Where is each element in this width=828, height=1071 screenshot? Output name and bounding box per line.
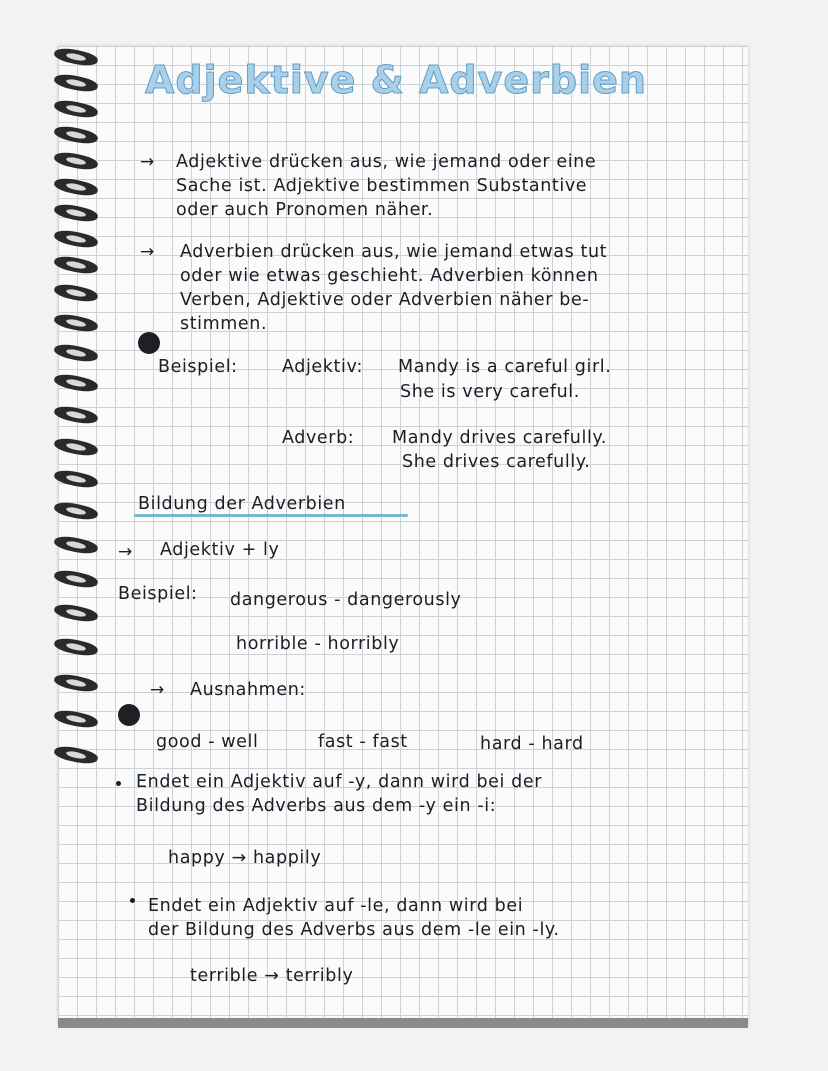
page-edge <box>58 1018 748 1028</box>
bullet-dot-icon <box>118 704 140 726</box>
spiral-ring <box>53 228 99 251</box>
spiral-ring <box>53 534 99 557</box>
spiral-ring <box>53 176 99 199</box>
y-rule-example: happy → happily <box>168 848 322 868</box>
text-line: Endet ein Adjektiv auf -y, dann wird bei der <box>136 772 543 792</box>
arrow-icon: → <box>118 542 133 562</box>
spiral-ring <box>53 202 99 225</box>
text-line: Bildung des Adverbs aus dem -y ein -i: <box>136 796 497 816</box>
spiral-ring <box>53 312 99 335</box>
spiral-ring <box>53 744 99 767</box>
text-line: Sache ist. Adjektive bestimmen Substantive <box>176 176 588 196</box>
text-line: der Bildung des Adverbs aus dem -le ein -ly. <box>148 920 560 940</box>
text-line: Endet ein Adjektiv auf -le, dann wird bei <box>148 896 524 916</box>
spiral-ring <box>53 708 99 731</box>
formation-pair: dangerous - dangerously <box>230 590 462 610</box>
text-line: oder auch Pronomen näher. <box>176 200 434 220</box>
spiral-ring <box>53 636 99 659</box>
spiral-ring <box>53 372 99 395</box>
spiral-ring <box>53 98 99 121</box>
spiral-ring <box>53 282 99 305</box>
adverbs-definition <box>180 240 607 336</box>
spiral-ring <box>53 500 99 523</box>
heading-highlight <box>134 514 408 517</box>
text-line: Verben, Adjektive oder Adverbien näher be- <box>180 290 590 310</box>
adjectives-definition <box>176 150 596 222</box>
text-line: Adverbien drücken aus, wie jemand etwas tut <box>180 242 608 262</box>
bullet-icon <box>130 898 135 903</box>
arrow-icon: → <box>140 152 155 172</box>
adverb-example-line: She drives carefully. <box>402 452 591 472</box>
formation-pair: horrible - horribly <box>236 634 400 654</box>
spiral-ring <box>53 124 99 147</box>
y-rule <box>136 770 542 818</box>
adverb-example-line: Mandy drives carefully. <box>392 428 608 448</box>
text-line: stimmen. <box>180 314 268 334</box>
spiral-ring <box>53 468 99 491</box>
adjective-example-line: Mandy is a careful girl. <box>398 357 612 377</box>
le-rule-example: terrible → terribly <box>190 966 354 986</box>
spiral-ring <box>53 602 99 625</box>
le-rule <box>148 894 560 942</box>
bullet-icon <box>116 781 121 786</box>
spiral-ring <box>53 150 99 173</box>
exception-item: fast - fast <box>318 732 408 752</box>
arrow-icon: → <box>150 680 165 700</box>
page-title: Adjektive & Adverbien <box>145 58 647 102</box>
adjective-example-line: She is very careful. <box>400 382 580 402</box>
spiral-ring <box>53 254 99 277</box>
text-line: Adjektive drücken aus, wie jemand oder eine <box>176 152 597 172</box>
adverb-label: Adverb: <box>282 428 355 448</box>
spiral-ring <box>53 436 99 459</box>
formation-example-label: Beispiel: <box>118 584 198 604</box>
exceptions-label: Ausnahmen: <box>190 680 306 700</box>
spiral-ring <box>53 404 99 427</box>
spiral-ring <box>53 342 99 365</box>
exception-item: hard - hard <box>480 734 584 754</box>
text-line: oder wie etwas geschieht. Adverbien können <box>180 266 599 286</box>
spiral-ring <box>53 672 99 695</box>
example-label: Beispiel: <box>158 357 238 377</box>
bullet-dot-icon <box>138 332 160 354</box>
arrow-icon: → <box>140 242 155 262</box>
spiral-binding <box>54 50 104 790</box>
exception-item: good - well <box>156 732 259 752</box>
spiral-ring <box>53 72 99 95</box>
formation-rule: Adjektiv + ly <box>160 540 280 560</box>
section-heading: Bildung der Adverbien <box>138 494 346 514</box>
spiral-ring <box>53 568 99 591</box>
adjective-label: Adjektiv: <box>282 357 363 377</box>
